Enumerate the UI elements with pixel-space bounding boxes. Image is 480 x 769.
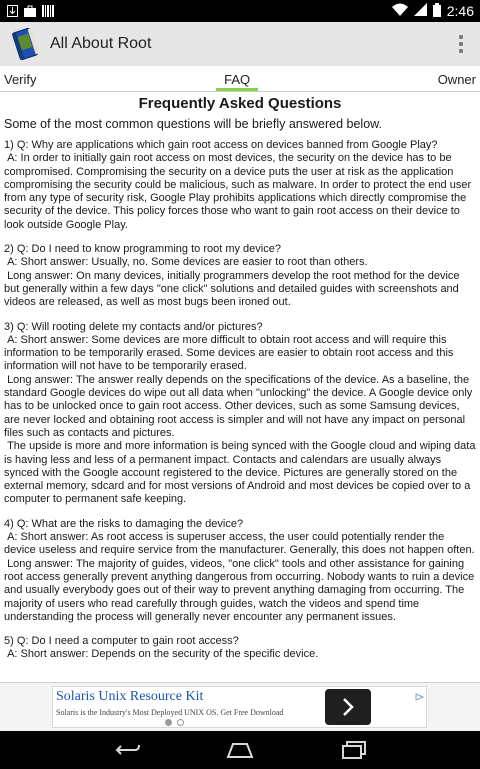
faq-item-4: 4) Q: What are the risks to damaging the device? A: Short answer: As root access is superuser access, the user could potentially render the device useless and require service from the manufacturer. Generally, this does not happen often. Long answer: The majority of guides, videos, "one click" tools and other assistance for gaining root access generally prevent anything dangerous from occurring. Nobody wants to ruin a device and usually everybody goes out of their way to prevent anything damaging from occurring. The majority of users who read carefully through guides, watch the videos and spend time understanding the process will generally never encounter any permanent issues. (4, 517, 475, 623)
action-bar (0, 22, 480, 66)
faq-item-5: 5) Q: Do I need a computer to gain root access? A: Short answer: Depends on the security of the specific device. (4, 635, 319, 661)
notification-icons (6, 5, 54, 17)
adchoices-icon[interactable] (415, 688, 424, 696)
ad-page-indicator (165, 719, 184, 726)
faq-intro: Some of the most common questions will be briefly answered below. (4, 117, 382, 131)
wifi-icon (392, 3, 408, 19)
battery-icon (433, 3, 441, 20)
navigation-bar (0, 731, 480, 769)
app-title: All About Root (50, 35, 152, 52)
tab-strip (0, 66, 480, 92)
book-icon[interactable] (10, 27, 40, 61)
page-title: Frequently Asked Questions (138, 95, 342, 112)
barcode-icon (42, 5, 54, 17)
ad-banner (0, 682, 480, 732)
faq-content[interactable] (0, 94, 480, 682)
briefcase-icon (24, 5, 36, 17)
faq-item-3: 3) Q: Will rooting delete my contacts and/or pictures? A: Short answer: Some devices are more difficult to obtain root access and will require this information to be temporarily erased. Some devices are easier to obtain root access and this information will not have to be temporarily erased. Long answer: The answer really depends on the specifications of the device. As a baseline, the standard Google devices do wipe out all data when "unlocking" the device. A Google device only has to be unlocked once to gain root access. Other devices, such as some Samsung devices, are never locked and obtaining root access is simpler and will not have any impact on personal files such as contacts and pictures. The upside is more and more information is being synced with the Google cloud and wiping data is having less and less of a permanent impact. Contacts and calendars are usually always synced with the Google account registered to the device. Pictures are generally stored on the external memory, sdcard and for most versions of Android and most devices be copied over to a computer to permanent safe keeping. (4, 320, 476, 506)
clock: 2:46 (446, 3, 474, 19)
faq-item-1: 1) Q: Why are applications which gain root access on devices banned from Google Play? A: In order to initially gain root access on most devices, the security on the device has to be compromised. Compromising the security on a device puts the user at risk as the application compromising the security could be malicious, such as malware. In order to protect the end user from any type of security risk, Google Play prohibits applications which directly compromise the security of the device. This policy forces those who want to gain root access on their device to look outside Google Play. (4, 139, 472, 231)
back-icon[interactable] (106, 735, 146, 765)
signal-icon (414, 3, 427, 19)
status-bar (0, 0, 480, 22)
ad-description: Solaris is the Industry's Most Deployed UNIX OS. Get Free Download (56, 708, 284, 717)
home-icon[interactable] (220, 735, 260, 765)
tab-divider (0, 91, 480, 92)
recents-icon[interactable] (334, 735, 374, 765)
faq-item-2: 2) Q: Do I need to know programming to root my device? A: Short answer: Usually, no. Some devices are easier to root than others. Long answer: On many devices, initially programmers develop the root method for the device but generally within a few days "one click" solutions and detailed guides with screenshots and videos are released, as well as most bugs been ironed out. (4, 243, 460, 309)
tab-owner[interactable]: Owner (437, 71, 476, 87)
tab-verify[interactable]: Verify (4, 71, 37, 87)
ad-box[interactable] (52, 686, 427, 728)
ad-title[interactable]: Solaris Unix Resource Kit (56, 689, 204, 704)
overflow-menu-icon[interactable] (452, 33, 470, 55)
ad-page-dot (177, 719, 184, 726)
chevron-right-icon[interactable] (325, 689, 371, 725)
download-icon (6, 5, 18, 17)
ad-page-dot-active (165, 719, 172, 726)
tab-faq[interactable]: FAQ (224, 66, 250, 92)
